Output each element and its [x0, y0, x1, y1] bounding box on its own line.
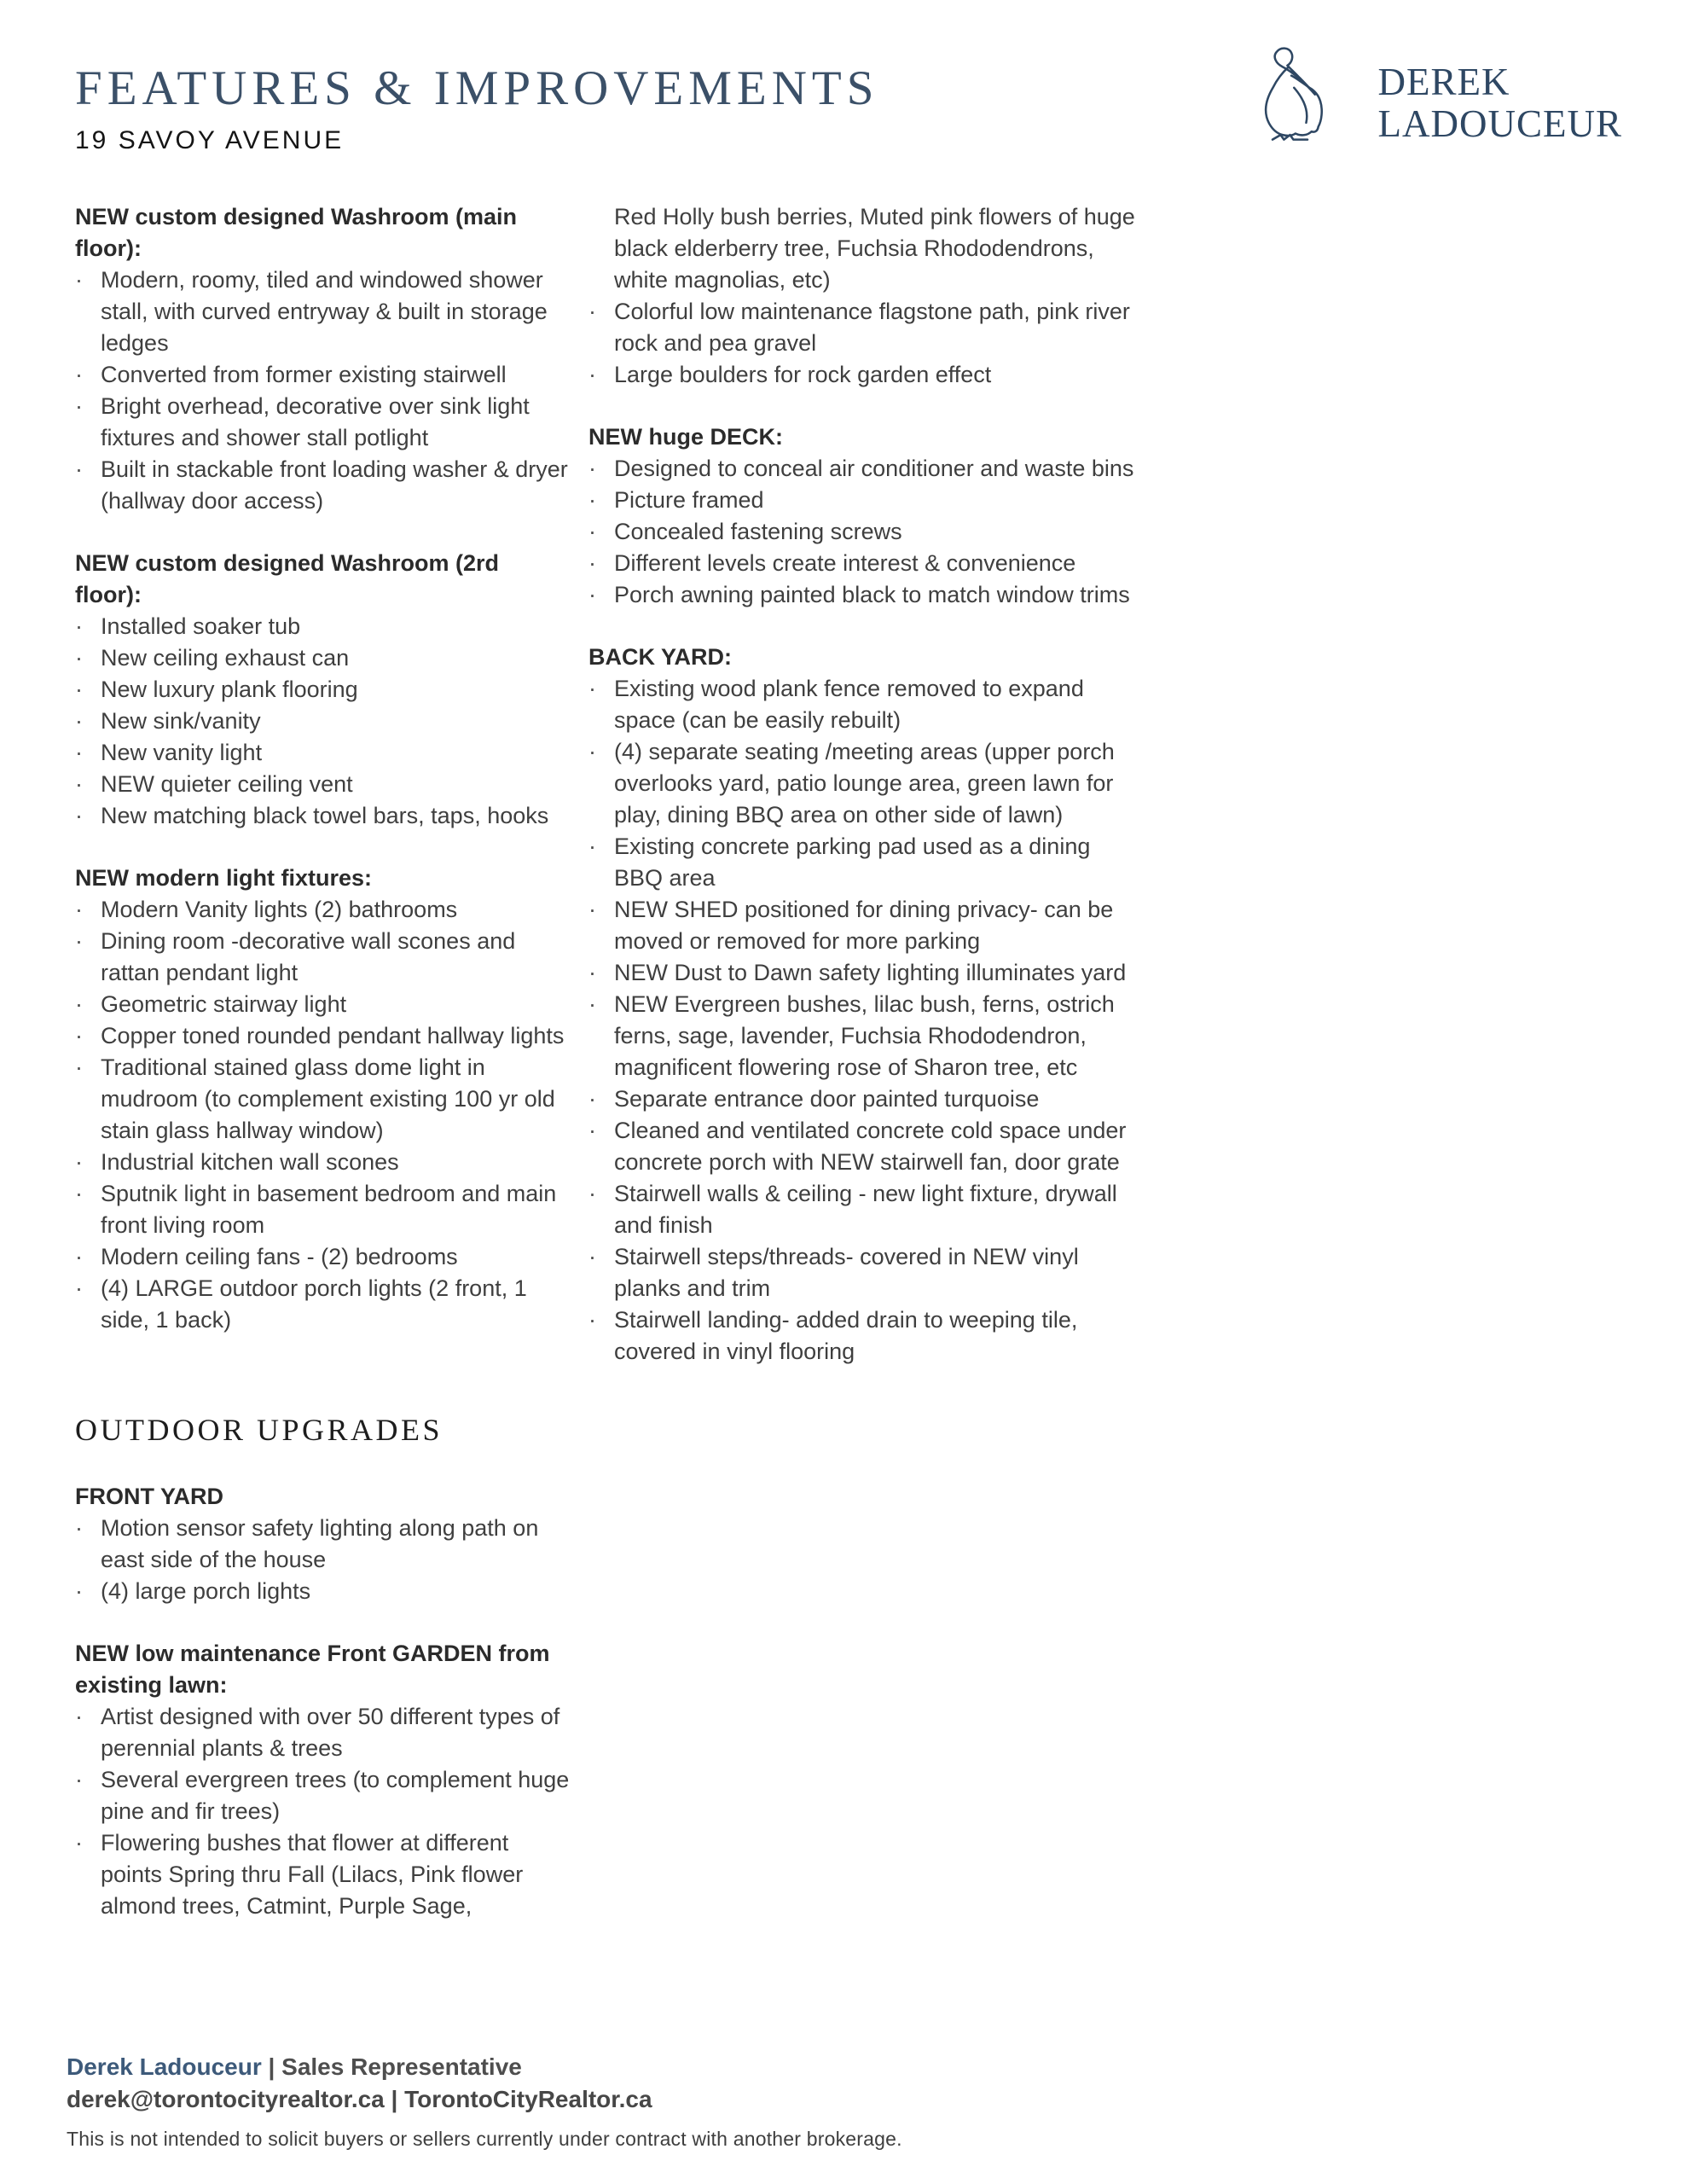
- bullet-item: [75, 989, 571, 1020]
- bullet-marker-icon: ·: [75, 1704, 83, 1729]
- bullet-marker-icon: ·: [588, 456, 596, 481]
- brand-line1: DEREK: [1377, 60, 1510, 103]
- bullet-list: [75, 894, 571, 1336]
- bullet-marker-icon: ·: [75, 1181, 83, 1206]
- section-heading: NEW custom designed Washroom (main floor):: [75, 204, 518, 261]
- bullet-marker-icon: ·: [75, 456, 83, 482]
- bullet-item: [75, 769, 571, 800]
- bullet-text: Traditional stained glass dome light in mudroom (to complement existing 100 yr old stain glass hallway window): [101, 1054, 555, 1143]
- bullet-item: [75, 1147, 571, 1178]
- bullet-item: [75, 706, 571, 737]
- display-heading: OUTDOOR UPGRADES: [75, 1413, 443, 1447]
- bullet-item: [75, 1576, 571, 1607]
- bullet-marker-icon: ·: [75, 1275, 83, 1301]
- bullet-marker-icon: ·: [588, 550, 596, 576]
- bullet-text: New sink/vanity: [101, 708, 261, 734]
- bullet-text: NEW Dust to Dawn safety lighting illuminates yard: [614, 960, 1127, 985]
- bullet-marker-icon: ·: [588, 519, 596, 544]
- footer: [67, 2051, 902, 2151]
- bullet-item: [588, 548, 1145, 579]
- right-column: [588, 201, 1145, 1922]
- bullet-list: [588, 673, 1145, 1368]
- bullet-text: Flowering bushes that flower at different points Spring thru Fall (Lilacs, Pink flower almond trees, Catmint, Purple Sage,: [101, 1830, 524, 1919]
- bullet-list: [588, 453, 1145, 611]
- bullet-marker-icon: ·: [588, 487, 596, 513]
- bullet-text: (4) large porch lights: [101, 1578, 311, 1604]
- bullet-item: [75, 1273, 571, 1336]
- bullet-item: [75, 264, 571, 359]
- brand-line2: LADOUCEUR: [1377, 102, 1622, 145]
- bullet-text: Modern Vanity lights (2) bathrooms: [101, 897, 458, 922]
- bullet-list: [588, 296, 1145, 391]
- bullet-marker-icon: ·: [75, 708, 83, 734]
- bullet-text: Separate entrance door painted turquoise: [614, 1086, 1040, 1112]
- bullet-marker-icon: ·: [588, 834, 596, 859]
- bullet-marker-icon: ·: [75, 645, 83, 671]
- bullet-text: Porch awning painted black to match window trims: [614, 582, 1130, 607]
- bullet-text: Colorful low maintenance flagstone path, pink river rock and pea gravel: [614, 299, 1130, 356]
- section-heading: NEW custom designed Washroom (2rd floor):: [75, 550, 500, 607]
- bullet-text: New ceiling exhaust can: [101, 645, 350, 671]
- bullet-marker-icon: ·: [588, 676, 596, 701]
- bullet-marker-icon: ·: [588, 991, 596, 1017]
- bullet-marker-icon: ·: [75, 928, 83, 954]
- bullet-text: (4) separate seating /meeting areas (upper porch overlooks yard, patio lounge area, green lawn for play, dining BBQ area on other side of lawn): [614, 739, 1115, 828]
- bullet-text: Sputnik light in basement bedroom and main front living room: [101, 1181, 557, 1238]
- bullet-item: [588, 296, 1145, 359]
- bullet-marker-icon: ·: [75, 1149, 83, 1175]
- bullet-marker-icon: ·: [75, 740, 83, 765]
- bullet-marker-icon: ·: [588, 362, 596, 387]
- bullet-text: Installed soaker tub: [101, 613, 301, 639]
- brand-name: [1378, 61, 1623, 146]
- bullet-text: Converted from former existing stairwell: [101, 362, 507, 387]
- bullet-text: Concealed fastening screws: [614, 519, 902, 544]
- bullet-text: Stairwell landing- added drain to weeping tile, covered in vinyl flooring: [614, 1307, 1078, 1364]
- bullet-text: NEW quieter ceiling vent: [101, 771, 353, 797]
- bullet-item: [75, 1764, 571, 1827]
- bullet-item: [588, 736, 1145, 831]
- bullet-marker-icon: ·: [588, 897, 596, 922]
- bullet-item: [588, 894, 1145, 957]
- section-heading: BACK YARD:: [588, 644, 733, 670]
- page-title: FEATURES & IMPROVEMENTS: [75, 61, 879, 115]
- bullet-marker-icon: ·: [75, 1515, 83, 1541]
- bullet-text: Different levels create interest & convenience: [614, 550, 1076, 576]
- left-column: [75, 201, 571, 1922]
- bullet-item: [75, 1052, 571, 1147]
- bullet-item: [588, 1178, 1145, 1241]
- bullet-marker-icon: ·: [75, 677, 83, 702]
- bullet-list: [75, 264, 571, 517]
- agent-line: [67, 2051, 902, 2083]
- bullet-item: [75, 1701, 571, 1764]
- bullet-item: [75, 674, 571, 706]
- bullet-item: [75, 454, 571, 517]
- bullet-marker-icon: ·: [588, 582, 596, 607]
- bullet-marker-icon: ·: [75, 267, 83, 293]
- bullet-marker-icon: ·: [588, 1118, 596, 1143]
- bullet-item: [75, 894, 571, 926]
- bullet-item: [75, 1178, 571, 1241]
- header: [75, 63, 878, 155]
- bullet-marker-icon: ·: [588, 739, 596, 764]
- bullet-text: Cleaned and ventilated concrete cold space under concrete porch with NEW stairwell fan, door grate: [614, 1118, 1127, 1175]
- bullet-text: Several evergreen trees (to complement huge pine and fir trees): [101, 1767, 570, 1824]
- brand-logo: [1247, 36, 1623, 171]
- bullet-item: [588, 485, 1145, 516]
- bullet-item: [588, 1083, 1145, 1115]
- bullet-item: [75, 1513, 571, 1576]
- bullet-text: Stairwell walls & ceiling - new light fixture, drywall and finish: [614, 1181, 1117, 1238]
- bullet-text: NEW SHED positioned for dining privacy- can be moved or removed for more parking: [614, 897, 1114, 954]
- bullet-text: Picture framed: [614, 487, 764, 513]
- bullet-text: Bright overhead, decorative over sink light fixtures and shower stall potlight: [101, 393, 530, 450]
- bullet-item: [588, 989, 1145, 1083]
- bullet-text: Artist designed with over 50 different types of perennial plants & trees: [101, 1704, 560, 1761]
- section: [75, 1638, 571, 1922]
- bullet-item: [75, 1241, 571, 1273]
- disclaimer: This is not intended to solicit buyers or sellers currently under contract with another brokerage.: [67, 2128, 902, 2150]
- section: [588, 642, 1145, 1368]
- bullet-marker-icon: ·: [588, 1181, 596, 1206]
- bullet-marker-icon: ·: [588, 1244, 596, 1269]
- bullet-item: [75, 737, 571, 769]
- bullet-marker-icon: ·: [588, 1307, 596, 1333]
- bullet-text: Designed to conceal air conditioner and waste bins: [614, 456, 1134, 481]
- bullet-item: [588, 579, 1145, 611]
- agent-contact: derek@torontocityrealtor.ca | TorontoCityRealtor.ca: [67, 2086, 652, 2112]
- agent-role: | Sales Representative: [261, 2053, 522, 2080]
- bullet-marker-icon: ·: [75, 1830, 83, 1856]
- bullet-item: [588, 516, 1145, 548]
- bullet-text: Modern, roomy, tiled and windowed shower stall, with curved entryway & built in storage ledges: [101, 267, 548, 356]
- bullet-marker-icon: ·: [588, 299, 596, 324]
- bullet-text: Existing concrete parking pad used as a dining BBQ area: [614, 834, 1091, 891]
- bullet-text: Motion sensor safety lighting along path on east side of the house: [101, 1515, 539, 1572]
- bullet-marker-icon: ·: [75, 1767, 83, 1792]
- section: [75, 201, 571, 517]
- bullet-item: [588, 453, 1145, 485]
- bullet-marker-icon: ·: [75, 1244, 83, 1269]
- section: [588, 201, 1145, 391]
- bullet-marker-icon: ·: [75, 362, 83, 387]
- bullet-text: Copper toned rounded pendant hallway lights: [101, 1023, 565, 1048]
- section: [75, 1409, 571, 1450]
- bullet-list: [75, 611, 571, 832]
- bullet-item: [588, 831, 1145, 894]
- bullet-item: [588, 359, 1145, 391]
- bullet-text: Geometric stairway light: [101, 991, 347, 1017]
- bullet-text: NEW Evergreen bushes, lilac bush, ferns, ostrich ferns, sage, lavender, Fuchsia Rhododendron, magnificent flowering rose of Sharon tree, etc: [614, 991, 1115, 1080]
- bullet-item: [75, 1020, 571, 1052]
- property-address: 19 SAVOY AVENUE: [75, 125, 345, 154]
- bullet-marker-icon: ·: [75, 991, 83, 1017]
- bullet-marker-icon: ·: [75, 613, 83, 639]
- continuation-text: Red Holly bush berries, Muted pink flowers of huge black elderberry tree, Fuchsia Rhododendrons, white magnolias, etc): [614, 204, 1135, 293]
- content-columns: [75, 201, 1145, 1922]
- bullet-text: Stairwell steps/threads- covered in NEW vinyl planks and trim: [614, 1244, 1079, 1301]
- bullet-item: [588, 1304, 1145, 1368]
- bullet-list: [75, 1513, 571, 1607]
- section-heading: NEW modern light fixtures:: [75, 865, 373, 891]
- bullet-item: [75, 926, 571, 989]
- bullet-text: Built in stackable front loading washer & dryer (hallway door access): [101, 456, 568, 514]
- agent-name: Derek Ladouceur: [67, 2053, 262, 2080]
- bullet-item: [75, 1827, 571, 1922]
- bullet-marker-icon: ·: [75, 393, 83, 419]
- bullet-text: Dining room -decorative wall scones and rattan pendant light: [101, 928, 516, 985]
- bullet-text: (4) LARGE outdoor porch lights (2 front, 1 side, 1 back): [101, 1275, 527, 1333]
- section: [75, 863, 571, 1336]
- bullet-item: [75, 800, 571, 832]
- bullet-item: [75, 611, 571, 642]
- bullet-text: Modern ceiling fans - (2) bedrooms: [101, 1244, 458, 1269]
- bullet-item: [75, 642, 571, 674]
- bullet-item: [75, 391, 571, 454]
- section: [75, 548, 571, 832]
- bullet-marker-icon: ·: [75, 1023, 83, 1048]
- section-heading: FRONT YARD: [75, 1484, 224, 1509]
- section: [75, 1481, 571, 1607]
- section-heading: NEW huge DECK:: [588, 424, 783, 450]
- section-heading: NEW low maintenance Front GARDEN from existing lawn:: [75, 1641, 550, 1698]
- bullet-list: [75, 1701, 571, 1922]
- bullet-marker-icon: ·: [75, 771, 83, 797]
- bullet-item: [75, 359, 571, 391]
- bullet-marker-icon: ·: [75, 1054, 83, 1080]
- bullet-text: New luxury plank flooring: [101, 677, 358, 702]
- pelican-icon: [1247, 36, 1375, 171]
- bullet-marker-icon: ·: [75, 1578, 83, 1604]
- bullet-item: [588, 957, 1145, 989]
- bullet-marker-icon: ·: [588, 960, 596, 985]
- bullet-text: New vanity light: [101, 740, 263, 765]
- bullet-item: [588, 673, 1145, 736]
- bullet-text: New matching black towel bars, taps, hooks: [101, 803, 549, 828]
- bullet-marker-icon: ·: [75, 803, 83, 828]
- bullet-item: [588, 1115, 1145, 1178]
- bullet-text: Industrial kitchen wall scones: [101, 1149, 399, 1175]
- bullet-text: Existing wood plank fence removed to expand space (can be easily rebuilt): [614, 676, 1084, 733]
- bullet-marker-icon: ·: [588, 1086, 596, 1112]
- bullet-text: Large boulders for rock garden effect: [614, 362, 992, 387]
- bullet-marker-icon: ·: [75, 897, 83, 922]
- bullet-item: [588, 1241, 1145, 1304]
- section: [588, 421, 1145, 611]
